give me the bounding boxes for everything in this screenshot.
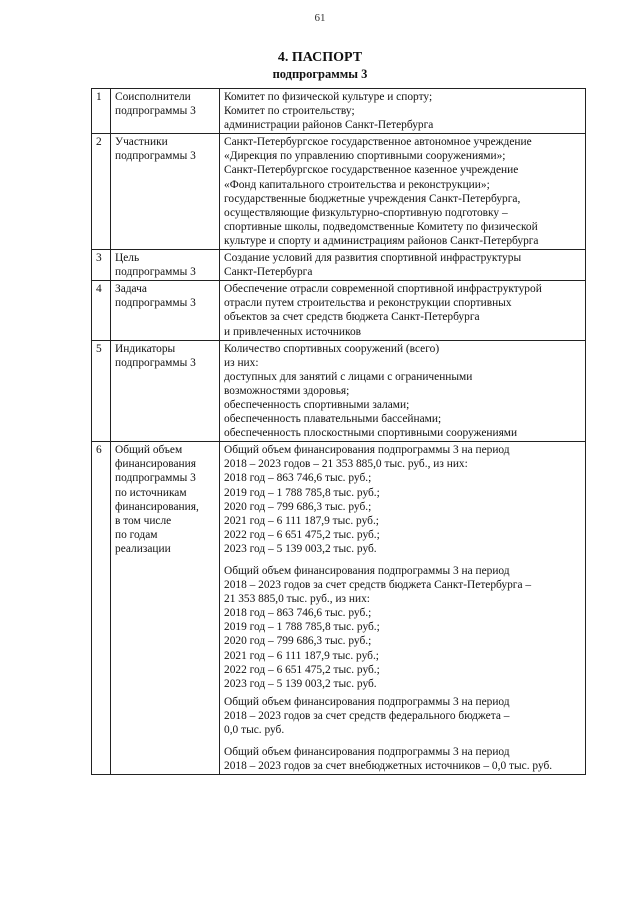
- page-subtitle: подпрограммы 3: [272, 67, 368, 81]
- label-line: Цель: [115, 252, 140, 265]
- content-line: 2018 год – 863 746,6 тыс. руб.;: [224, 472, 372, 485]
- content-line: Общий объем финансирования подпрограммы 3 на период: [224, 695, 510, 708]
- row-label: [111, 134, 220, 250]
- content-line: Санкт-Петербурга: [224, 266, 313, 279]
- content-line: 0,0 тыс. руб.: [224, 724, 285, 737]
- content-line: Санкт-Петербургское государственное казенное учреждение: [224, 164, 519, 177]
- table-row-co-executors: [92, 89, 586, 134]
- row-label: [111, 340, 220, 442]
- page-number: 61: [314, 12, 326, 24]
- content-line: обеспеченность плоскостными спортивными сооружениями: [224, 427, 518, 440]
- row-label: [111, 250, 220, 281]
- content-line: 2021 год – 6 111 187,9 тыс. руб.;: [224, 649, 379, 662]
- financing-federal-budget-block: [224, 695, 582, 737]
- row-number: 2: [92, 134, 111, 250]
- content-line: Создание условий для развития спортивной инфраструктуры: [224, 252, 522, 265]
- content-line: и привлеченных источников: [224, 325, 362, 338]
- row-number: 3: [92, 250, 111, 281]
- content-line: возможностями здоровья;: [224, 384, 350, 397]
- content-line: администрации районов Санкт-Петербурга: [224, 119, 434, 132]
- table-row-task: [92, 281, 586, 340]
- label-line: Общий объем: [115, 444, 183, 457]
- row-label: [111, 281, 220, 340]
- row-number: 5: [92, 340, 111, 442]
- content-line: обеспеченность плавательными бассейнами;: [224, 413, 442, 426]
- content-line: 21 353 885,0 тыс. руб., из них:: [224, 593, 370, 606]
- table-row-indicators: [92, 340, 586, 442]
- content-line: спортивные школы, подведомственные Комитету по физической: [224, 220, 538, 233]
- label-line: Участники: [115, 136, 168, 149]
- row-label: [111, 442, 220, 775]
- content-line: Общий объем финансирования подпрограммы 3 на период: [224, 444, 510, 457]
- content-line: 2023 год – 5 139 003,2 тыс. руб.: [224, 677, 377, 690]
- content-line: государственные бюджетные учреждения Санкт-Петербурга,: [224, 192, 521, 205]
- content-line: Комитет по строительству;: [224, 105, 355, 118]
- label-line: по источникам: [115, 486, 187, 499]
- label-line: подпрограммы 3: [115, 356, 196, 369]
- label-line: Соисполнители: [115, 91, 191, 103]
- label-line: подпрограммы 3: [115, 150, 196, 163]
- content-line: «Фонд капитального строительства и реконструкции»;: [224, 178, 490, 191]
- label-line: подпрограммы 3: [115, 472, 196, 485]
- content-line: 2020 год – 799 686,3 тыс. руб.;: [224, 500, 372, 513]
- row-number: 1: [92, 89, 111, 134]
- content-line: культуре и спорту и администрациям районов Санкт-Петербурга: [224, 234, 539, 247]
- label-line: финансирования,: [115, 500, 199, 513]
- financing-total-block: [224, 443, 582, 556]
- content-line: из них:: [224, 356, 259, 369]
- content-line: 2022 год – 6 651 475,2 тыс. руб.;: [224, 663, 380, 676]
- label-line: по годам: [115, 528, 158, 541]
- table-row-goal: [92, 250, 586, 281]
- financing-city-budget-block: [224, 564, 582, 691]
- row-content: [220, 281, 586, 340]
- content-line: 2020 год – 799 686,3 тыс. руб.;: [224, 635, 372, 648]
- content-line: Комитет по физической культуре и спорту;: [224, 91, 433, 103]
- passport-table: [91, 88, 586, 775]
- content-line: отрасли путем строительства и реконструкции спортивных: [224, 297, 512, 310]
- page-title: 4. ПАСПОРТ: [277, 50, 363, 65]
- content-line: осуществляющие физкультурно-спортивную подготовку –: [224, 206, 508, 219]
- label-line: в том числе: [115, 514, 172, 527]
- row-number: 6: [92, 442, 111, 775]
- label-line: финансирования: [115, 458, 196, 471]
- content-line: 2018 – 2023 годов за счет средств бюджета Санкт-Петербурга –: [224, 579, 532, 592]
- content-line: «Дирекция по управлению спортивными сооружениями»;: [224, 150, 506, 163]
- table-row-participants: [92, 134, 586, 250]
- content-line: Общий объем финансирования подпрограммы 3 на период: [224, 565, 510, 577]
- label-line: подпрограммы 3: [115, 105, 196, 118]
- content-line: 2018 – 2023 годов за счет внебюджетных источников – 0,0 тыс. руб.: [224, 760, 553, 773]
- label-line: подпрограммы 3: [115, 266, 196, 279]
- row-content: [220, 134, 586, 250]
- label-line: реализации: [115, 542, 171, 555]
- table-row-financing: [92, 442, 586, 775]
- content-line: 2018 – 2023 годов – 21 353 885,0 тыс. руб., из них:: [224, 458, 468, 471]
- content-line: 2018 год – 863 746,6 тыс. руб.;: [224, 607, 372, 620]
- content-line: 2018 – 2023 годов за счет средств федерального бюджета –: [224, 709, 510, 722]
- row-content: [220, 442, 586, 775]
- content-line: Обеспечение отрасли современной спортивной инфраструктурой: [224, 283, 542, 296]
- content-line: 2022 год – 6 651 475,2 тыс. руб.;: [224, 528, 380, 541]
- label-line: подпрограммы 3: [115, 297, 196, 310]
- content-line: 2021 год – 6 111 187,9 тыс. руб.;: [224, 514, 379, 527]
- row-content: [220, 250, 586, 281]
- content-line: 2023 год – 5 139 003,2 тыс. руб.: [224, 542, 377, 555]
- financing-extrabudgetary-block: [224, 745, 582, 773]
- label-line: Индикаторы: [115, 342, 176, 355]
- content-line: объектов за счет средств бюджета Санкт-Петербурга: [224, 311, 480, 324]
- row-number: 4: [92, 281, 111, 340]
- content-line: доступных для занятий с лицами с ограниченными: [224, 370, 473, 383]
- content-line: Количество спортивных сооружений (всего): [224, 342, 440, 355]
- label-line: Задача: [115, 283, 147, 296]
- row-label: [111, 89, 220, 134]
- content-line: 2019 год – 1 788 785,8 тыс. руб.;: [224, 621, 380, 634]
- row-content: [220, 340, 586, 442]
- content-line: Санкт-Петербургское государственное автономное учреждение: [224, 136, 532, 149]
- content-line: Общий объем финансирования подпрограммы 3 на период: [224, 746, 510, 759]
- row-content: [220, 89, 586, 134]
- content-line: обеспеченность спортивными залами;: [224, 398, 410, 411]
- content-line: 2019 год – 1 788 785,8 тыс. руб.;: [224, 486, 380, 499]
